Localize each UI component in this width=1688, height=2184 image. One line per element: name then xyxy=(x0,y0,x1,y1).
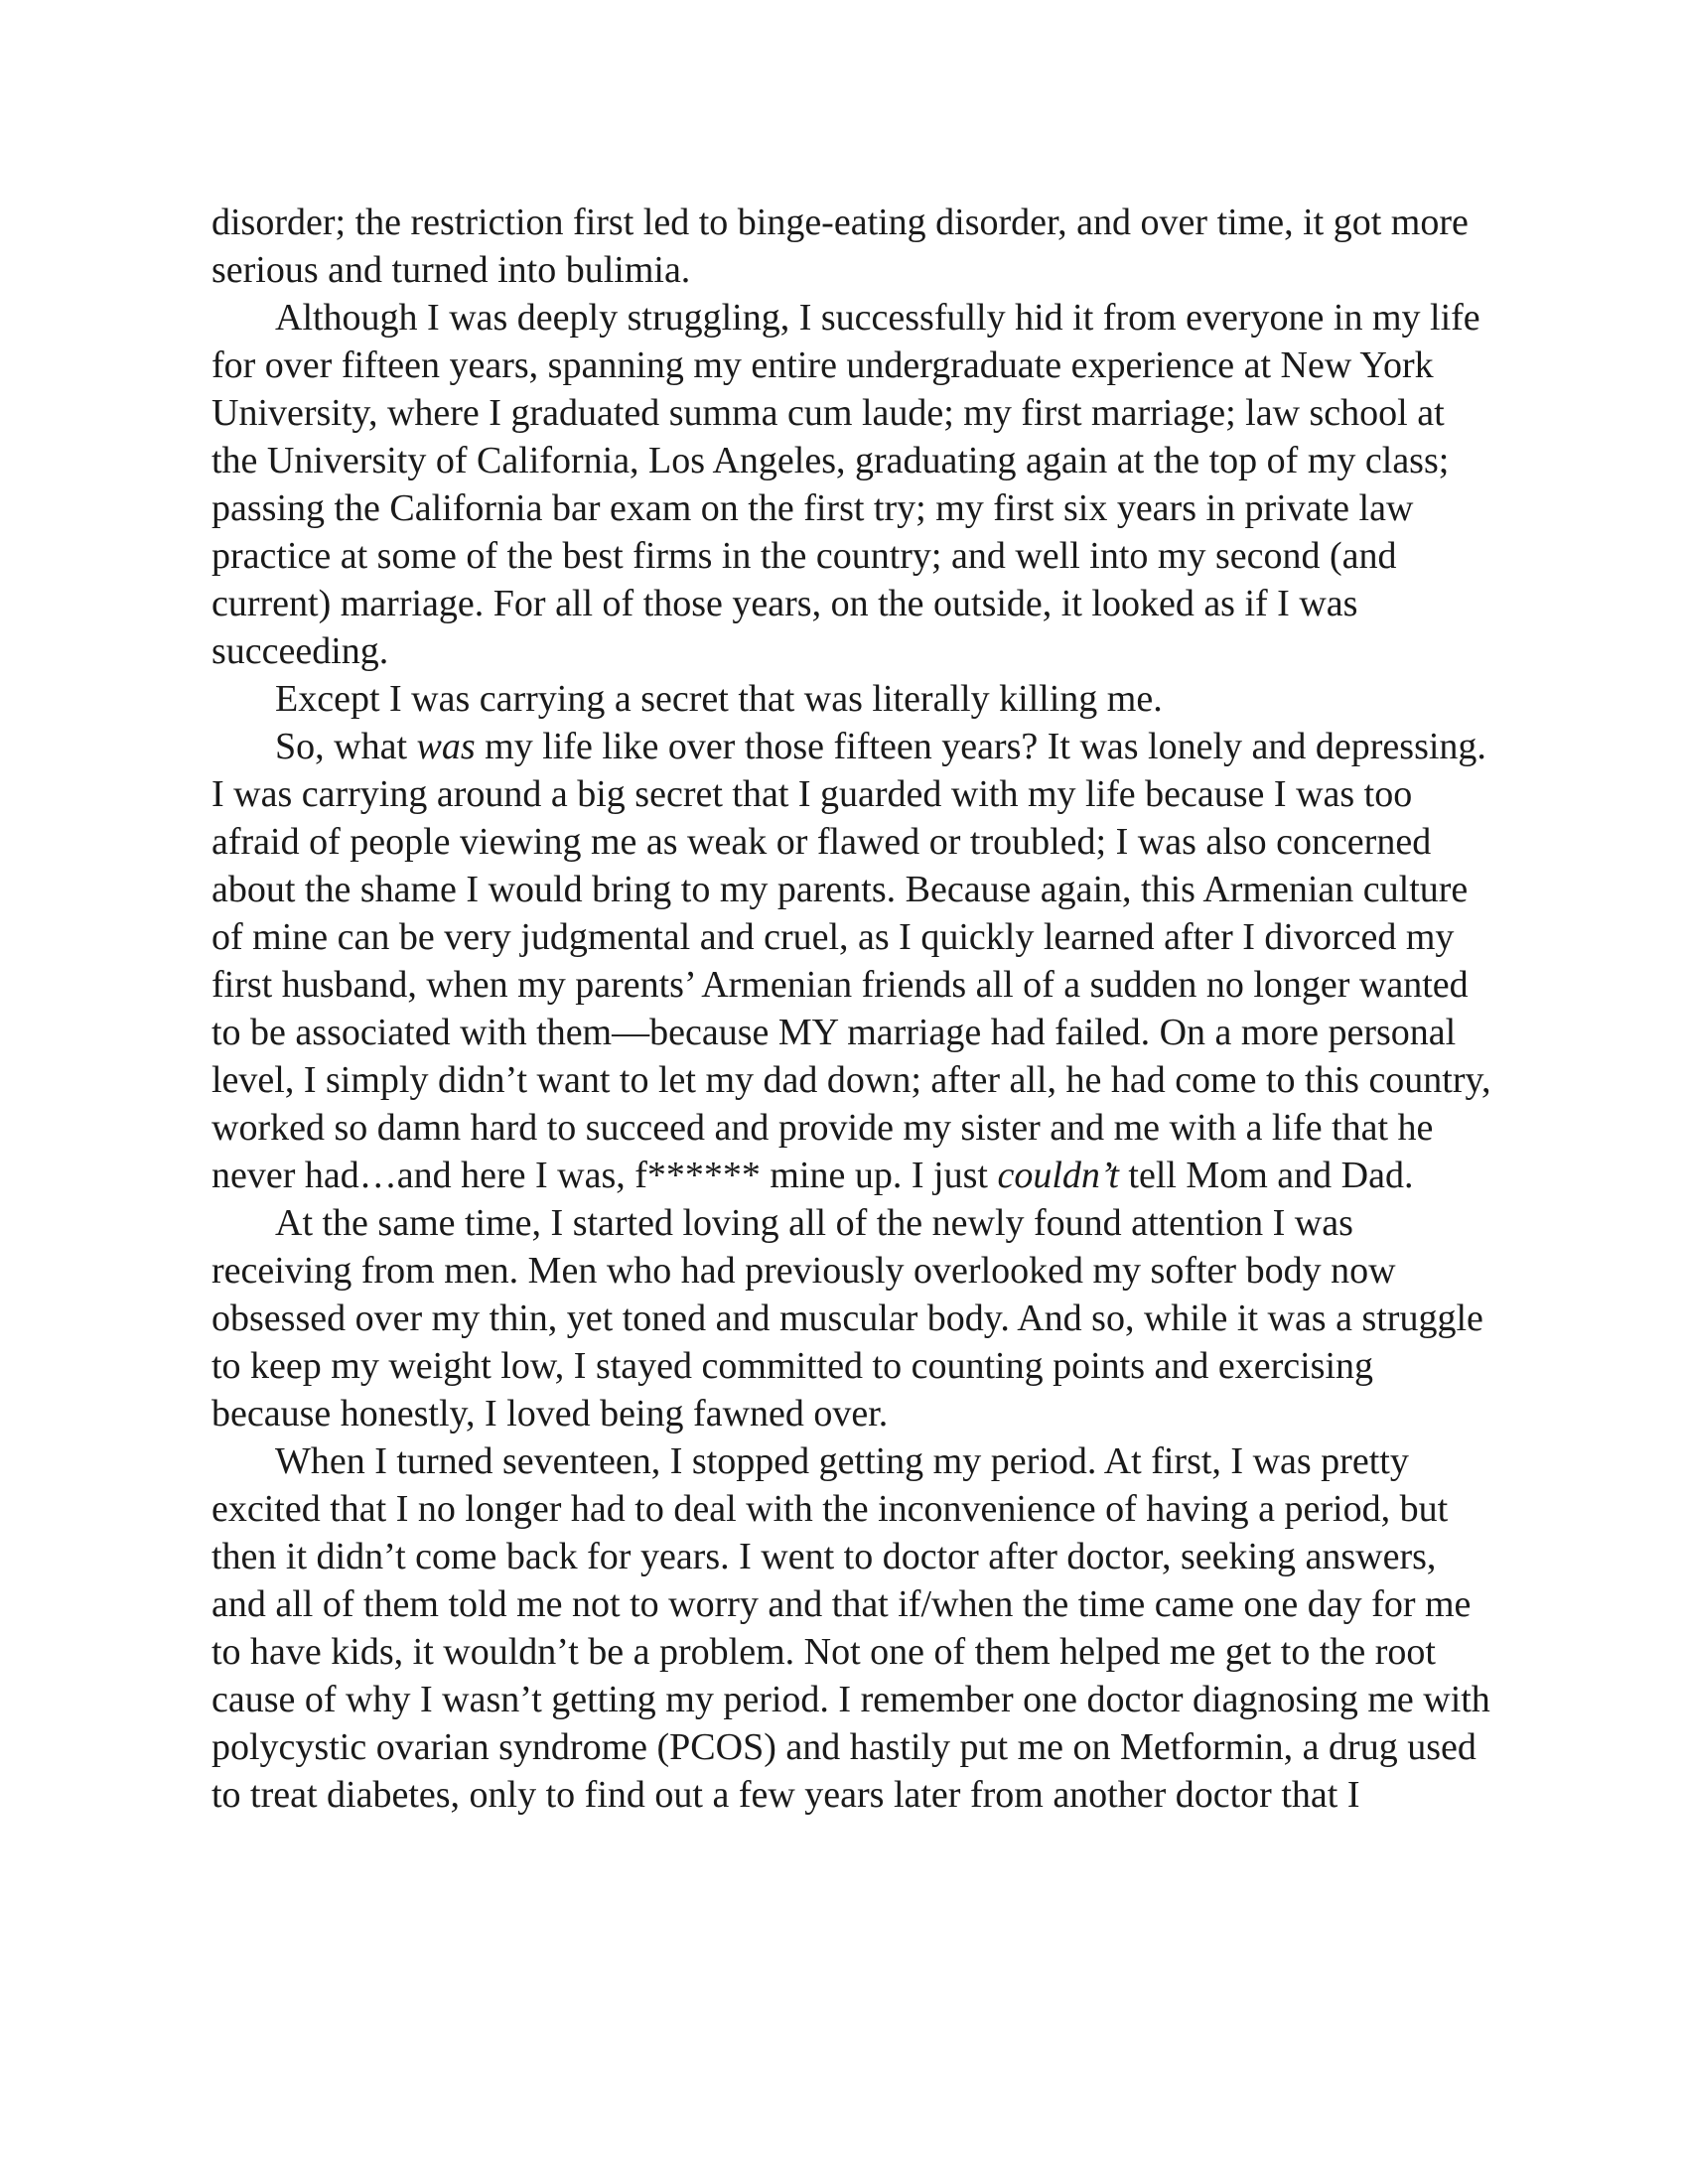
paragraph-text: tell Mom and Dad. xyxy=(1118,1155,1414,1196)
body-text xyxy=(211,199,1492,1819)
paragraph-text: Although I was deeply struggling, I successfully hid it from everyone in my life for over fifteen years, spanning my entire undergraduate experience at New York University, where I graduated summa cum laude; my first marriage; law school at the University of California, Los Angeles, graduating again at the top of my class; passing the California bar exam on the first try; my first six years in private law practice at some of the best firms in the country; and well into my second (and current) marriage. For all of those years, on the outside, it looked as if I was succeeding. xyxy=(211,297,1480,672)
paragraph-2 xyxy=(211,294,1492,675)
italic-emphasis: couldn’t xyxy=(997,1155,1119,1196)
paragraph-text: When I turned seventeen, I stopped getting my period. At first, I was pretty excited that I no longer had to deal with the inconvenience of having a period, but then it didn’t come back for years. I went to doctor after doctor, seeking answers, and all of them told me not to worry and that if/when the time came one day for me to have kids, it wouldn’t be a problem. Not one of them helped me get to the root cause of why I wasn’t getting my period. I remember one doctor diagnosing me with polycystic ovarian syndrome (PCOS) and hastily put me on Metformin, a drug used to treat diabetes, only to find out a few years later from another doctor that I xyxy=(211,1440,1490,1816)
paragraph-4 xyxy=(211,723,1492,1199)
italic-emphasis: was xyxy=(416,726,476,767)
paragraph-text: Except I was carrying a secret that was literally killing me. xyxy=(275,678,1163,720)
paragraph-text: my life like over those fifteen years? It was lonely and depressing. I was carrying around a big secret that I guarded with my life because I was too afraid of people viewing me as weak or flawed or troubled; I was also concerned about the shame I would bring to my parents. Because again, this Armenian culture of mine can be very judgmental and cruel, as I quickly learned after I divorced my first husband, when my parents’ Armenian friends all of a sudden no longer wanted to be associated with them—because MY marriage had failed. On a more personal level, I simply didn’t want to let my dad down; after all, he had come to this country, worked so damn hard to succeed and provide my sister and me with a life that he never had…and here I was, f****** mine up. I just xyxy=(211,726,1491,1196)
paragraph-6 xyxy=(211,1437,1492,1819)
paragraph-text: So, what xyxy=(275,726,417,767)
paragraph-3 xyxy=(211,675,1492,723)
paragraph-5 xyxy=(211,1199,1492,1437)
paragraph-text: disorder; the restriction first led to binge-eating disorder, and over time, it got more serious and turned into bulimia. xyxy=(211,202,1469,291)
paragraph-text: At the same time, I started loving all of the newly found attention I was receiving from men. Men who had previously overlooked my softer body now obsessed over my thin, yet toned and muscular body. And so, while it was a struggle to keep my weight low, I stayed committed to counting points and exercising because honestly, I loved being fawned over. xyxy=(211,1202,1483,1434)
paragraph-1 xyxy=(211,199,1492,294)
